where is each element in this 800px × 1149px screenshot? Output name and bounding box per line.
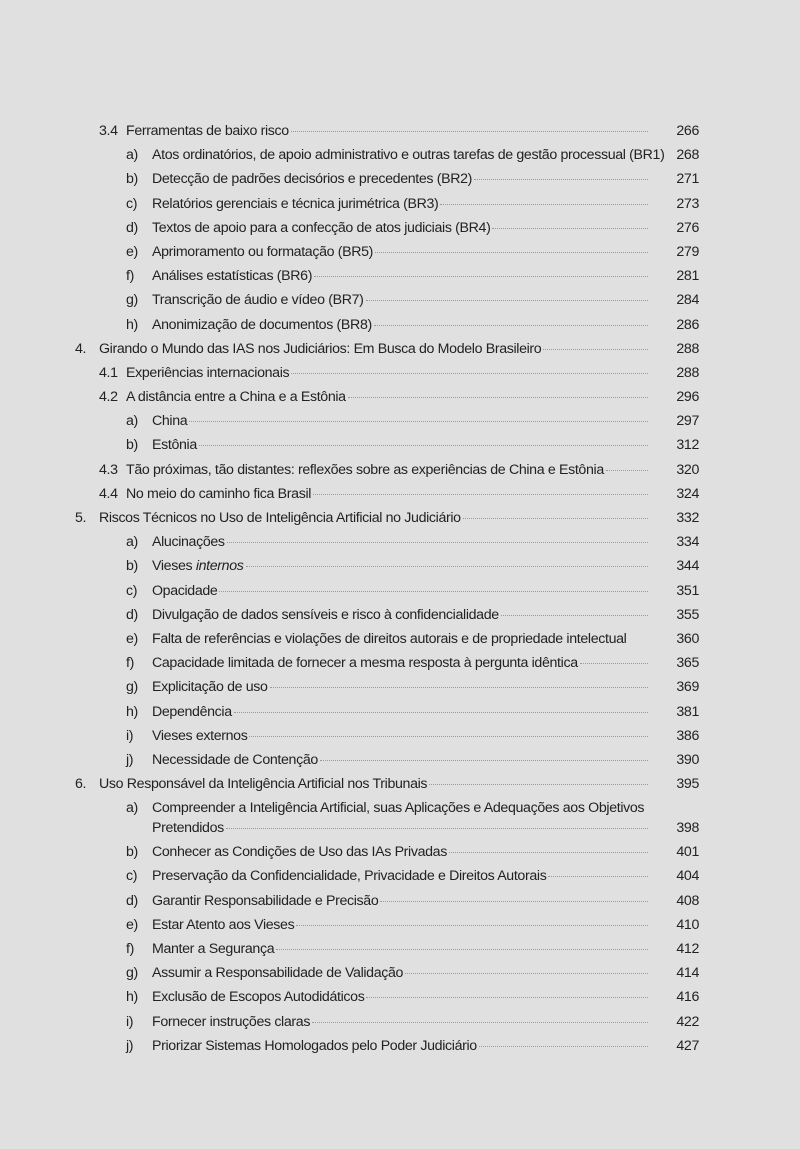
toc-entry[interactable]	[0, 119, 800, 143]
toc-entry-title	[152, 864, 546, 888]
toc-entry-title	[152, 1010, 310, 1034]
toc-entry[interactable]	[0, 748, 800, 772]
dot-leader	[449, 851, 648, 853]
toc-entry-title	[152, 288, 364, 312]
toc-entry[interactable]	[0, 361, 800, 385]
toc-entry-title-text: Relatórios gerenciais e técnica jurimétrica (BR3)	[152, 195, 439, 212]
toc-entry[interactable]	[0, 675, 800, 699]
toc-entry-page-number: 410	[676, 916, 699, 933]
toc-entry-title-text: Uso Responsável da Inteligência Artificial nos Tribunais	[99, 776, 428, 793]
toc-entry-page-number: 297	[676, 413, 699, 430]
toc-entry[interactable]	[0, 288, 800, 312]
dot-leader	[380, 900, 648, 902]
toc-entry[interactable]	[0, 985, 800, 1009]
toc-entry-number: h)	[126, 703, 138, 720]
dot-leader	[463, 517, 648, 519]
toc-entry-page-number: 422	[676, 1013, 699, 1030]
dot-leader	[548, 875, 648, 877]
toc-entry-page-number: 412	[676, 941, 699, 957]
dot-leader	[492, 227, 648, 229]
toc-entry-title-text: Falta de referências e violações de direitos autorais e de propriedade intelectual	[152, 630, 627, 647]
toc-entry-page-number: 288	[676, 364, 699, 381]
toc-entry-page-number: 390	[676, 751, 699, 768]
dot-leader	[429, 783, 648, 785]
toc-entry-title-text: A distância entre a China e a Estônia	[126, 389, 346, 406]
toc-entry-title	[152, 143, 664, 167]
toc-entry-title	[152, 579, 217, 603]
toc-entry-page-number: 408	[676, 892, 699, 909]
dot-leader	[501, 614, 648, 616]
toc-entry-title-text: Vieses	[152, 558, 193, 575]
toc-entry-title	[152, 216, 490, 240]
dot-leader	[189, 420, 648, 422]
toc-entry-number: 4.3	[99, 461, 118, 478]
toc-entry-page-number: 266	[676, 123, 699, 139]
toc-entry-number: j)	[126, 751, 134, 768]
toc-entry-title-text: Estônia	[152, 437, 197, 454]
toc-entry-page-number: 288	[676, 340, 699, 357]
toc-entry-number: b)	[126, 171, 138, 188]
toc-entry[interactable]	[0, 603, 800, 627]
toc-entry-number: e)	[126, 243, 138, 260]
toc-entry[interactable]	[0, 482, 800, 506]
toc-entry-title	[152, 937, 274, 961]
toc-entry-title-italic: internos	[195, 558, 244, 575]
toc-entry-title-text: Capacidade limitada de fornecer a mesma resposta à pergunta idêntica	[152, 655, 578, 672]
toc-entry-title	[99, 772, 427, 796]
toc-entry-title-text: Necessidade de Contenção	[152, 751, 318, 768]
toc-entry-number: b)	[126, 437, 138, 454]
toc-entry-page-number: 416	[676, 989, 699, 1006]
toc-entry-page-number: 381	[676, 703, 699, 720]
toc-entry[interactable]	[0, 840, 800, 864]
toc-entry[interactable]	[0, 337, 800, 361]
toc-entry-title	[152, 240, 373, 264]
toc-entry-title	[152, 961, 403, 985]
toc-entry-title	[126, 361, 289, 385]
toc-entry-page-number: 401	[676, 844, 699, 861]
toc-entry-number: j)	[126, 1037, 134, 1054]
toc-entry[interactable]	[0, 961, 800, 985]
dot-leader	[234, 711, 648, 713]
toc-entry-title-text: Divulgação de dados sensíveis e risco à confidencialidade	[152, 606, 499, 623]
toc-entry-page-number: 404	[676, 868, 699, 885]
toc-entry-number: c)	[126, 195, 138, 212]
toc-entry-number: g)	[126, 679, 138, 696]
toc-entry-title-text: Aprimoramento ou formatação (BR5)	[152, 243, 374, 260]
dot-leader	[580, 662, 648, 664]
toc-entry-number: f)	[126, 655, 134, 672]
toc-entry-number: 4.	[75, 340, 87, 357]
toc-entry-number: h)	[126, 316, 138, 333]
toc-entry[interactable]	[0, 913, 800, 937]
toc-entry-number: e)	[126, 630, 138, 647]
toc-entry-title	[99, 506, 461, 530]
toc-entry-title	[152, 409, 187, 433]
toc-entry-title	[126, 119, 289, 143]
toc-entry-title	[152, 264, 312, 288]
toc-entry-title-text: Ferramentas de baixo risco	[126, 123, 289, 139]
toc-entry-page-number: 344	[676, 558, 699, 575]
toc-entry-title-text: Dependência	[152, 703, 232, 720]
toc-entry-title	[152, 603, 499, 627]
toc-entry[interactable]	[0, 772, 800, 796]
toc-entry-title-continuation: Pretendidos	[152, 820, 224, 837]
toc-entry-page-number: 395	[676, 776, 699, 793]
toc-entry-title-text: Assumir a Responsabilidade de Validação	[152, 965, 404, 982]
toc-entry-number: a)	[126, 800, 138, 817]
dot-leader	[543, 348, 648, 350]
toc-entry-number: f)	[126, 268, 134, 285]
dot-leader	[348, 396, 648, 398]
toc-entry-page-number: 398	[676, 820, 699, 837]
toc-entry-number: d)	[126, 219, 138, 236]
toc-entry-title	[152, 651, 578, 675]
dot-leader	[276, 948, 648, 950]
toc-entry-title	[152, 913, 294, 937]
toc-entry-page-number: 276	[676, 219, 699, 236]
toc-entry[interactable]	[0, 192, 800, 216]
toc-entry-title	[152, 724, 247, 748]
toc-entry-page-number: 334	[676, 534, 699, 551]
toc-entry[interactable]	[0, 240, 800, 264]
toc-entry-page-number: 281	[676, 268, 699, 285]
toc-entry-number: e)	[126, 916, 138, 933]
toc-entry-title	[152, 798, 650, 818]
toc-entry-page-number: 355	[676, 606, 699, 623]
toc-entry-title-text: Análises estatísticas (BR6)	[152, 268, 313, 285]
toc-entry-number: a)	[126, 534, 138, 551]
toc-entry-page-number: 320	[676, 461, 699, 478]
toc-entry-title-text: Transcrição de áudio e vídeo (BR7)	[152, 292, 364, 309]
toc-entry-number: g)	[126, 965, 138, 982]
toc-entry[interactable]	[0, 313, 800, 337]
toc-entry-title-text: Preservação da Confidencialidade, Privacidade e Direitos Autorais	[152, 868, 547, 885]
toc-entry[interactable]	[0, 889, 800, 913]
toc-entry-title	[152, 1034, 477, 1058]
toc-entry-title-text: Conhecer as Condições de Uso das IAs Privadas	[152, 844, 447, 861]
toc-entry-page-number: 386	[676, 727, 699, 744]
dot-leader	[366, 996, 648, 998]
toc-entry-page-number: 268	[676, 147, 699, 164]
toc-entry[interactable]	[0, 167, 800, 191]
dot-leader	[474, 178, 648, 180]
toc-entry[interactable]	[0, 530, 800, 554]
dot-leader	[226, 827, 648, 829]
toc-entry-title	[152, 433, 197, 457]
toc-entry-title-text: Vieses externos	[152, 727, 248, 744]
dot-leader	[227, 541, 648, 543]
toc-entry-number: 4.4	[99, 485, 118, 502]
toc-entry-title-text: Estar Atento aos Vieses	[152, 916, 295, 933]
dot-leader	[296, 924, 648, 926]
toc-entry-title-text: Detecção de padrões decisórios e precedentes (BR2)	[152, 171, 473, 188]
toc-entry-title-text: Alucinações	[152, 534, 225, 551]
dot-leader	[313, 493, 648, 495]
toc-entry-number: c)	[126, 868, 138, 885]
toc-entry-title-text: No meio do caminho fica Brasil	[126, 485, 312, 502]
toc-entry-title	[152, 554, 244, 578]
dot-leader	[366, 299, 648, 301]
toc-entry-title-text: Exclusão de Escopos Autodidáticos	[152, 989, 365, 1006]
toc-entry-title	[152, 675, 268, 699]
toc-entry-number: 4.1	[99, 364, 118, 381]
toc-entry-title	[152, 530, 225, 554]
toc-entry-title	[152, 840, 447, 864]
toc-entry-page-number: 369	[676, 679, 699, 696]
toc-entry-page-number: 284	[676, 292, 699, 309]
toc-entry-title	[152, 167, 472, 191]
toc-entry[interactable]	[0, 796, 800, 840]
toc-entry-title-text: Compreender a Inteligência Artificial, suas Aplicações e Adequações aos Objetivos	[152, 800, 645, 817]
toc-entry[interactable]	[0, 579, 800, 603]
toc-entry-title	[126, 482, 311, 506]
toc-entry-page-number: 332	[676, 510, 699, 526]
toc-entry-title-text: Priorizar Sistemas Homologados pelo Poder Judiciário	[152, 1037, 477, 1054]
toc-entry-number: 6.	[75, 776, 87, 793]
toc-entry[interactable]	[0, 937, 800, 961]
toc-entry-number: 3.4	[99, 123, 118, 139]
dot-leader	[219, 590, 648, 592]
dot-leader	[291, 130, 648, 132]
dot-leader	[440, 203, 648, 205]
toc-entry-number: h)	[126, 989, 138, 1006]
toc-entry[interactable]	[0, 554, 800, 578]
toc-entry-title-text: Fornecer instruções claras	[152, 1013, 311, 1030]
dot-leader	[291, 372, 648, 374]
toc-entry-title	[99, 337, 541, 361]
toc-entry-page-number: 271	[676, 171, 699, 188]
dot-leader	[405, 972, 648, 974]
toc-entry-title	[152, 627, 626, 651]
toc-entry-title-text: Opacidade	[152, 582, 218, 599]
toc-entry-page-number: 324	[676, 485, 699, 502]
toc-entry-number: d)	[126, 606, 138, 623]
toc-entry-page-number: 414	[676, 965, 699, 982]
toc-entry-number: b)	[126, 844, 138, 861]
toc-entry-number: g)	[126, 292, 138, 309]
toc-entry-title-text: Manter a Segurança	[152, 941, 275, 957]
toc-entry-title-text: Garantir Responsabilidade e Precisão	[152, 892, 379, 909]
toc-entry-page-number: 351	[676, 582, 699, 599]
toc-entry-number: i)	[126, 1013, 134, 1030]
toc-entry-page-number: 279	[676, 243, 699, 260]
dot-leader	[312, 1021, 648, 1023]
toc-entry-number: a)	[126, 413, 138, 430]
toc-entry-title-text: China	[152, 413, 188, 430]
toc-entry-page-number: 312	[676, 437, 699, 454]
toc-entry-title-text: Riscos Técnicos no Uso de Inteligência Artificial no Judiciário	[99, 510, 461, 526]
dot-leader	[249, 735, 648, 737]
toc-entry-title-text: Tão próximas, tão distantes: reflexões sobre as experiências de China e Estônia	[126, 461, 604, 478]
toc-entry-title	[126, 458, 604, 482]
toc-entry[interactable]	[0, 627, 800, 651]
toc-entry-title-text: Girando o Mundo das IAS nos Judiciários: Em Busca do Modelo Brasileiro	[99, 340, 542, 357]
toc-entry-page-number: 365	[676, 655, 699, 672]
toc-entry-title-text: Anonimização de documentos (BR8)	[152, 316, 372, 333]
toc-entry-number: i)	[126, 727, 134, 744]
toc-entry-page-number: 273	[676, 195, 699, 212]
dot-leader	[374, 324, 648, 326]
dot-leader	[314, 275, 648, 277]
toc-entry[interactable]	[0, 864, 800, 888]
toc-entry-title	[152, 985, 364, 1009]
toc-entry-number: a)	[126, 147, 138, 164]
toc-entry[interactable]	[0, 1034, 800, 1058]
toc-entry[interactable]	[0, 216, 800, 240]
toc-entry-title-text: Explicitação de uso	[152, 679, 268, 696]
toc-entry-number: b)	[126, 558, 138, 575]
toc-entry[interactable]	[0, 651, 800, 675]
toc-entry[interactable]	[0, 264, 800, 288]
toc-entry-page-number: 296	[676, 389, 699, 406]
dot-leader	[246, 565, 648, 567]
toc-entry-page-number: 360	[676, 630, 699, 647]
toc-entry[interactable]	[0, 700, 800, 724]
toc-entry-title	[152, 748, 318, 772]
toc-entry-page-number: 286	[676, 316, 699, 333]
dot-leader	[479, 1045, 648, 1047]
toc-entry[interactable]	[0, 458, 800, 482]
dot-leader	[199, 444, 648, 446]
toc-entry-number: d)	[126, 892, 138, 909]
toc-entry-title	[152, 700, 232, 724]
toc-entry-page-number: 427	[676, 1037, 699, 1054]
toc-entry-title-text: Textos de apoio para a confecção de atos judiciais (BR4)	[152, 219, 491, 236]
toc-entry-title	[152, 313, 372, 337]
dot-leader	[320, 759, 648, 761]
dot-leader	[270, 686, 648, 688]
toc-entry[interactable]	[0, 385, 800, 409]
toc-entry-title	[152, 192, 438, 216]
toc-entry-number: f)	[126, 941, 134, 957]
dot-leader	[606, 469, 648, 471]
dot-leader	[375, 251, 648, 253]
toc-entry[interactable]	[0, 143, 800, 167]
toc-entry-number: 5.	[75, 510, 87, 526]
toc-entry-title-text: Atos ordinatórios, de apoio administrativo e outras tarefas de gestão processual (BR1)	[152, 147, 665, 164]
table-of-contents	[0, 119, 800, 1058]
toc-entry[interactable]	[0, 409, 800, 433]
toc-entry[interactable]	[0, 433, 800, 457]
toc-entry-number: 4.2	[99, 389, 118, 406]
toc-entry[interactable]	[0, 1010, 800, 1034]
toc-entry-title	[126, 385, 346, 409]
toc-entry[interactable]	[0, 506, 800, 530]
toc-entry-title	[152, 889, 378, 913]
toc-entry[interactable]	[0, 724, 800, 748]
toc-entry-number: c)	[126, 582, 138, 599]
toc-entry-title-text: Experiências internacionais	[126, 364, 290, 381]
